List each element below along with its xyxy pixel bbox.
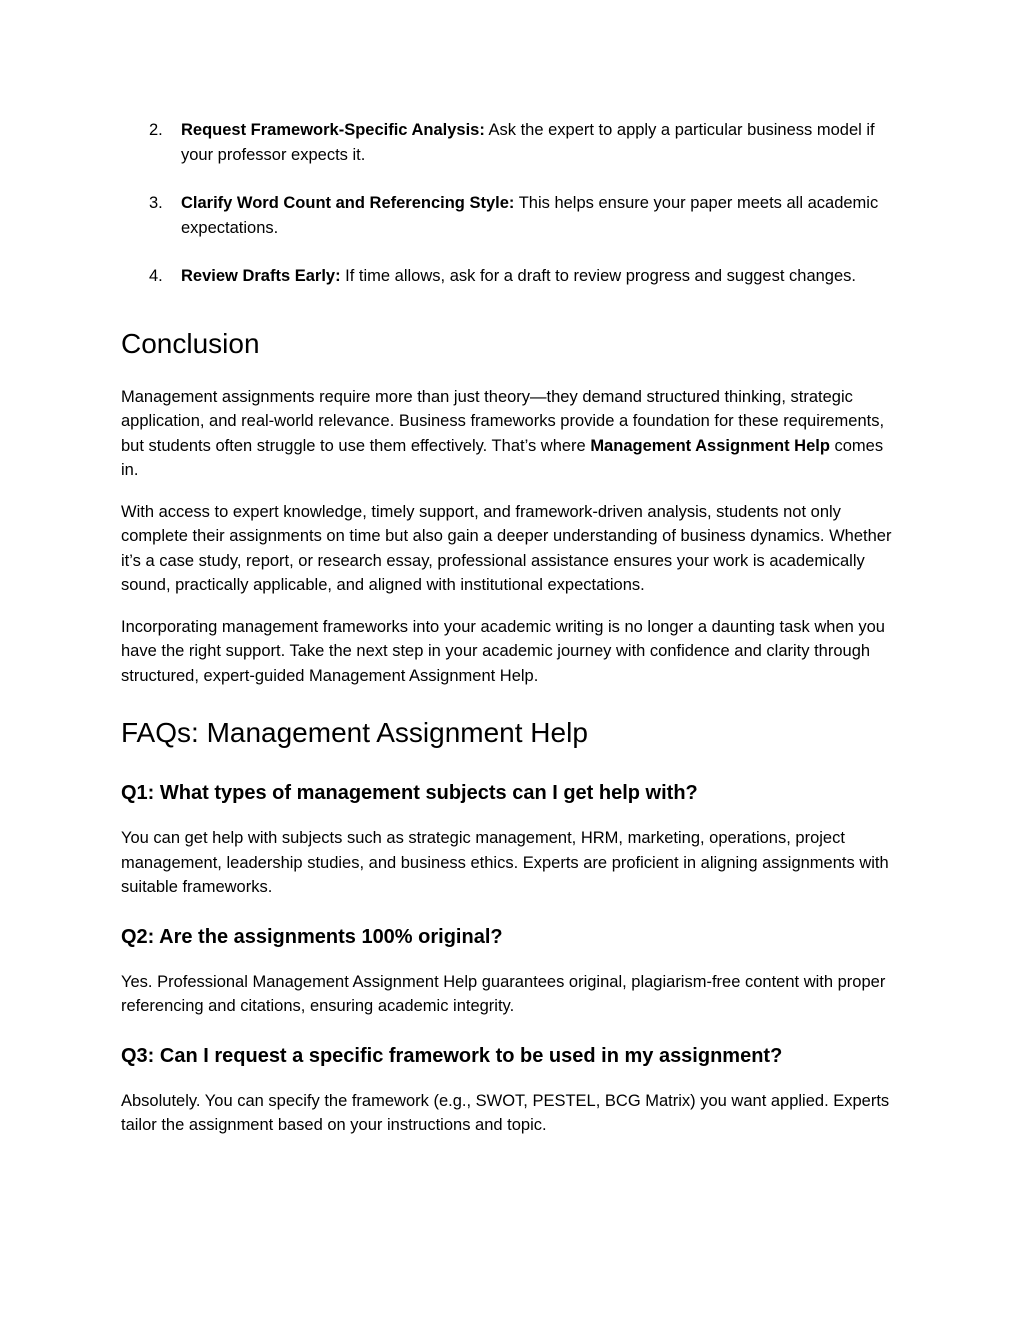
faq-answer-1: You can get help with subjects such as strategic management, HRM, marketing, operations, project management, leadership studies, and business ethics. Experts are proficient in aligning assignments with suitable frameworks.: [121, 829, 889, 896]
list-number: 4.: [149, 267, 163, 285]
list-item-text: Ask the expert to apply a particular business model if your professor expects it.: [181, 121, 875, 164]
list-item-lead: Request Framework-Specific Analysis:: [181, 121, 485, 139]
faq-question-3: Q3: Can I request a specific framework to be used in my assignment?: [121, 1044, 783, 1067]
tips-list: [121, 118, 903, 289]
faq-question-1: Q1: What types of management subjects can I get help with?: [121, 782, 698, 804]
list-item-lead: Review Drafts Early:: [181, 267, 341, 285]
conclusion-paragraph-3: Incorporating management frameworks into your academic writing is no longer a daunting task when you have the right support. Take the next step in your academic journey with confidence and clarity through structured, expert-guided Management Assignment Help.: [121, 617, 885, 685]
list-item-text: This helps ensure your paper meets all academic expectations.: [181, 194, 879, 237]
list-number: 3.: [149, 194, 163, 212]
emphasis-text: Management Assignment Help: [590, 436, 830, 455]
document-page: [121, 118, 903, 1138]
faq-question-2: Q2: Are the assignments 100% original?: [121, 925, 503, 948]
list-number: 2.: [149, 121, 163, 139]
conclusion-paragraph-2: With access to expert knowledge, timely support, and framework-driven analysis, students not only complete their assignments on time but also gain a deeper understanding of business dynamics. Whether it’s a case study, report, or research essay, professional assistance ensures your work is academically sound, practically applicable, and aligned with institutional expectations.: [121, 502, 892, 594]
list-item-text: If time allows, ask for a draft to review progress and suggest changes.: [340, 267, 856, 285]
list-item: [121, 191, 903, 240]
list-item: [121, 264, 903, 289]
faq-answer-2: Yes. Professional Management Assignment Help guarantees original, plagiarism-free content with proper referencing and citations, ensuring academic integrity.: [121, 972, 886, 1015]
faq-answer-3: Absolutely. You can specify the framework (e.g., SWOT, PESTEL, BCG Matrix) you want applied. Experts tailor the assignment based on your instructions and topic.: [121, 1091, 890, 1134]
paragraph-text: Management assignments require more than just theory—they demand structured thinking, strategic application, and real-world relevance. Business frameworks provide a foundation for these requirements, but students often struggle to use them effectively. That’s where: [121, 387, 885, 455]
conclusion-heading: Conclusion: [121, 327, 260, 359]
paragraph-text: comes in.: [121, 436, 884, 479]
faqs-heading: FAQs: Management Assignment Help: [121, 717, 588, 748]
conclusion-paragraph-1: [121, 385, 903, 483]
list-item: [121, 118, 903, 167]
list-item-lead: Clarify Word Count and Referencing Style:: [181, 194, 515, 212]
